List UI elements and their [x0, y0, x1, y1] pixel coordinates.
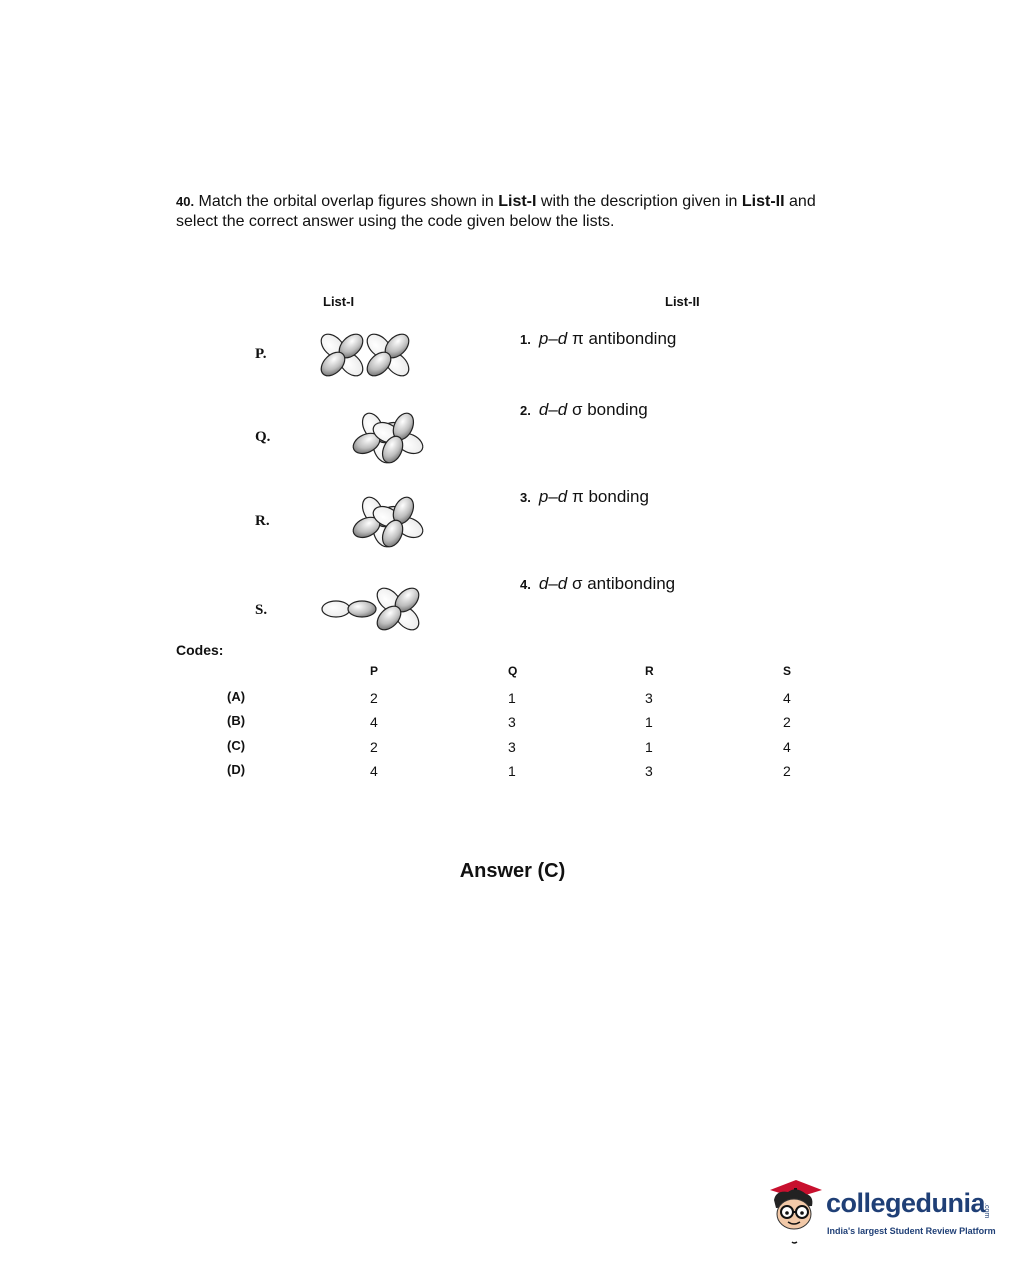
codes-option-b: (B) — [227, 713, 246, 728]
logo-tagline: India's largest Student Review Platform — [827, 1226, 996, 1236]
codes-option-d: (D) — [227, 762, 246, 777]
answer-text: Answer (C) — [459, 860, 566, 882]
list2-heading: List-II — [665, 294, 700, 309]
code-cell: 4 — [370, 714, 378, 730]
code-cell: 3 — [645, 763, 653, 779]
code-cell: 1 — [508, 690, 516, 706]
codes-header-r: R — [645, 664, 654, 678]
codes-header-p: P — [370, 664, 379, 678]
codes-header-s: S — [783, 664, 792, 678]
code-cell: 4 — [783, 739, 791, 755]
code-cell: 3 — [645, 690, 653, 706]
list1-label-r: R. — [255, 513, 270, 529]
code-cell: 1 — [508, 763, 516, 779]
question-text: 40. Match the orbital overlap figures shown in List-I with the description given in List-II and select the correct answer using the code given below the lists. — [176, 193, 816, 230]
code-cell: 3 — [508, 739, 516, 755]
list1-label-q: Q. — [255, 429, 271, 445]
orbital-figures — [300, 320, 450, 640]
list2-item-2: 2. d–d σ bonding — [520, 400, 648, 419]
collegedunia-mascot-icon — [766, 1176, 824, 1246]
list2-item-3: 3. p–d π bonding — [520, 487, 649, 506]
list2-item-1: 1. p–d π antibonding — [520, 329, 677, 348]
code-cell: 2 — [783, 763, 791, 779]
list2-item-4: 4. d–d σ antibonding — [520, 574, 676, 593]
codes-option-a: (A) — [227, 689, 246, 704]
codes-option-c: (C) — [227, 738, 246, 753]
code-cell: 2 — [783, 714, 791, 730]
question-number: 40. — [176, 194, 195, 209]
list1-heading: List-I — [323, 294, 355, 309]
codes-title: Codes: — [176, 642, 224, 658]
code-cell: 4 — [370, 763, 378, 779]
figure-q — [346, 406, 431, 471]
code-cell: 2 — [370, 739, 378, 755]
code-cell: 4 — [783, 690, 791, 706]
code-cell: 3 — [508, 714, 516, 730]
list1-label-s: S. — [255, 602, 268, 618]
code-cell: 1 — [645, 739, 653, 755]
code-cell: 2 — [370, 690, 378, 706]
figure-r — [346, 490, 431, 555]
list1-label-p: P. — [255, 346, 267, 362]
figure-s — [322, 584, 423, 635]
codes-header-q: Q — [508, 664, 518, 678]
logo-dotcom: .com — [983, 1203, 990, 1219]
collegedunia-logo: collegedunia — [826, 1188, 986, 1218]
figure-p — [317, 330, 414, 381]
code-cell: 1 — [645, 714, 653, 730]
